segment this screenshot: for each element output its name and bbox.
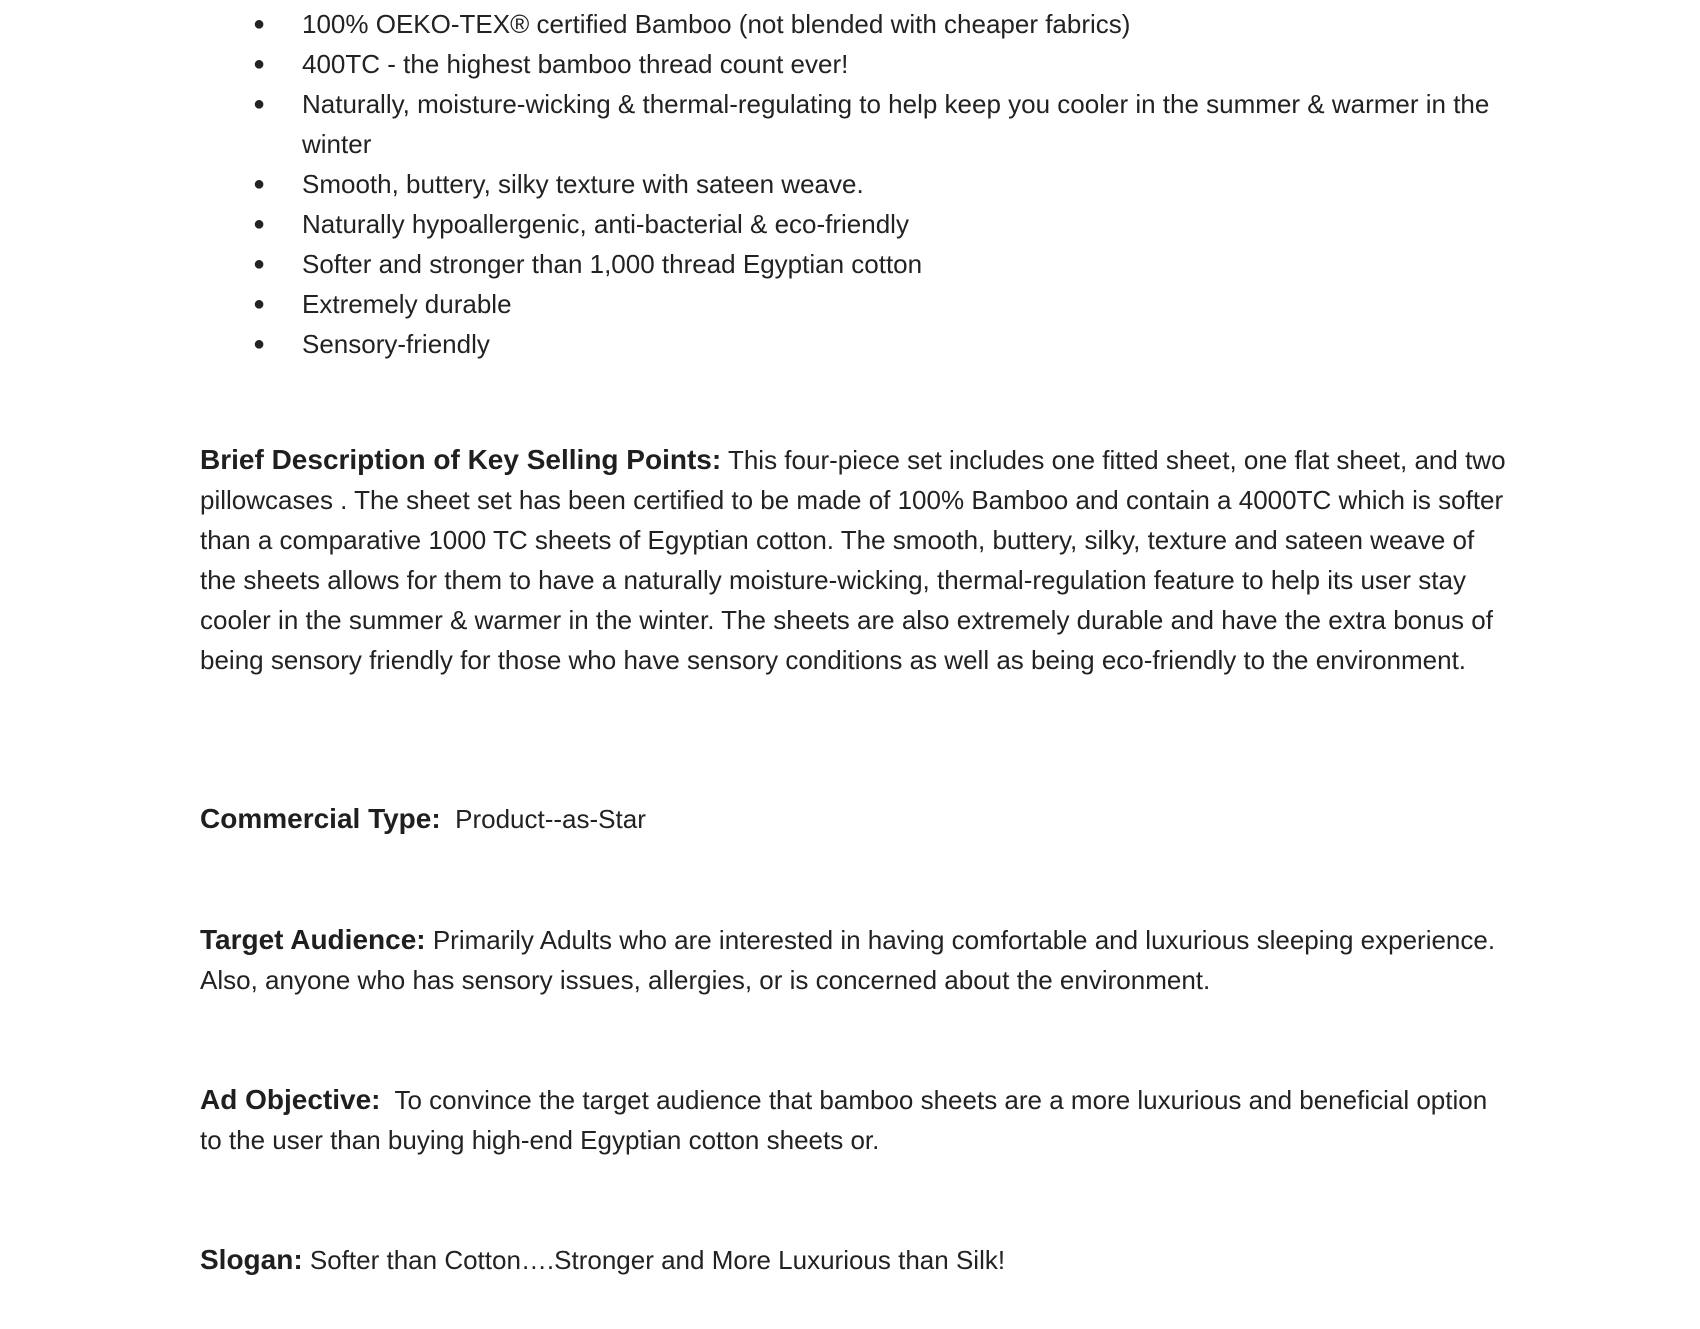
list-item: [0, 4, 1502, 44]
list-item: [0, 324, 1502, 364]
target-audience-label: Target Audience:: [200, 924, 426, 955]
slogan-section: [200, 1240, 1510, 1280]
brief-description-text: This four-piece set includes one fitted sheet, one flat sheet, and two pillowcases . The sheet set has been certified to be made of 100% Bamboo and contain a 4000TC which is softer than a comparative 1000 TC sheets of Egyptian cotton. The smooth, buttery, silky, texture and sateen weave of the sheets allows for them to have a naturally moisture-wicking, thermal-regulation feature to help its user stay cooler in the summer & warmer in the winter. The sheets are also extremely durable and have the extra bonus of being sensory friendly for those who have sensory conditions as well as being eco-friendly to the environment.: [200, 445, 1506, 675]
brief-description-section: [200, 440, 1510, 680]
commercial-type-section: [200, 799, 1510, 839]
bullet-icon: ●: [253, 213, 266, 235]
feature-text: Softer and stronger than 1,000 thread Egyptian cotton: [302, 249, 923, 279]
bullet-icon: ●: [253, 173, 266, 195]
list-item: [0, 84, 1502, 164]
feature-text: Naturally, moisture-wicking & thermal-regulating to help keep you cooler in the summer & warmer in the winter: [302, 89, 1490, 159]
target-audience-text: Primarily Adults who are interested in having comfortable and luxurious sleeping experience. Also, anyone who has sensory issues, allergies, or is concerned about the environment.: [200, 925, 1496, 995]
feature-text: Naturally hypoallergenic, anti-bacterial & eco-friendly: [302, 209, 909, 239]
feature-text: 400TC - the highest bamboo thread count ever!: [302, 49, 849, 79]
list-item: [0, 284, 1502, 324]
ad-objective-text: To convince the target audience that bamboo sheets are a more luxurious and beneficial option to the user than buying high-end Egyptian cotton sheets or.: [200, 1085, 1488, 1155]
list-item: [0, 164, 1502, 204]
bullet-icon: ●: [253, 253, 266, 275]
bullet-icon: ●: [253, 53, 266, 75]
target-audience-section: [200, 920, 1510, 1000]
feature-text: Sensory-friendly: [302, 329, 490, 359]
bullet-icon: ●: [253, 293, 266, 315]
feature-text: Extremely durable: [302, 289, 512, 319]
commercial-type-label: Commercial Type:: [200, 803, 441, 834]
ad-objective-label: Ad Objective:: [200, 1084, 381, 1115]
list-item: [0, 244, 1502, 284]
commercial-type-text: Product--as-Star: [455, 804, 646, 834]
slogan-label: Slogan:: [200, 1244, 303, 1275]
feature-text: Smooth, buttery, silky texture with sateen weave.: [302, 169, 864, 199]
slogan-text: Softer than Cotton….Stronger and More Luxurious than Silk!: [309, 1245, 1006, 1275]
feature-list: [0, 4, 1700, 364]
ad-objective-section: [200, 1080, 1510, 1160]
feature-text: 100% OEKO-TEX® certified Bamboo (not blended with cheaper fabrics): [302, 9, 1131, 39]
list-item: [0, 204, 1502, 244]
list-item: [0, 44, 1502, 84]
bullet-icon: ●: [253, 13, 266, 35]
brief-description-label: Brief Description of Key Selling Points:: [200, 444, 722, 475]
bullet-icon: ●: [253, 333, 266, 355]
bullet-icon: ●: [253, 93, 266, 115]
